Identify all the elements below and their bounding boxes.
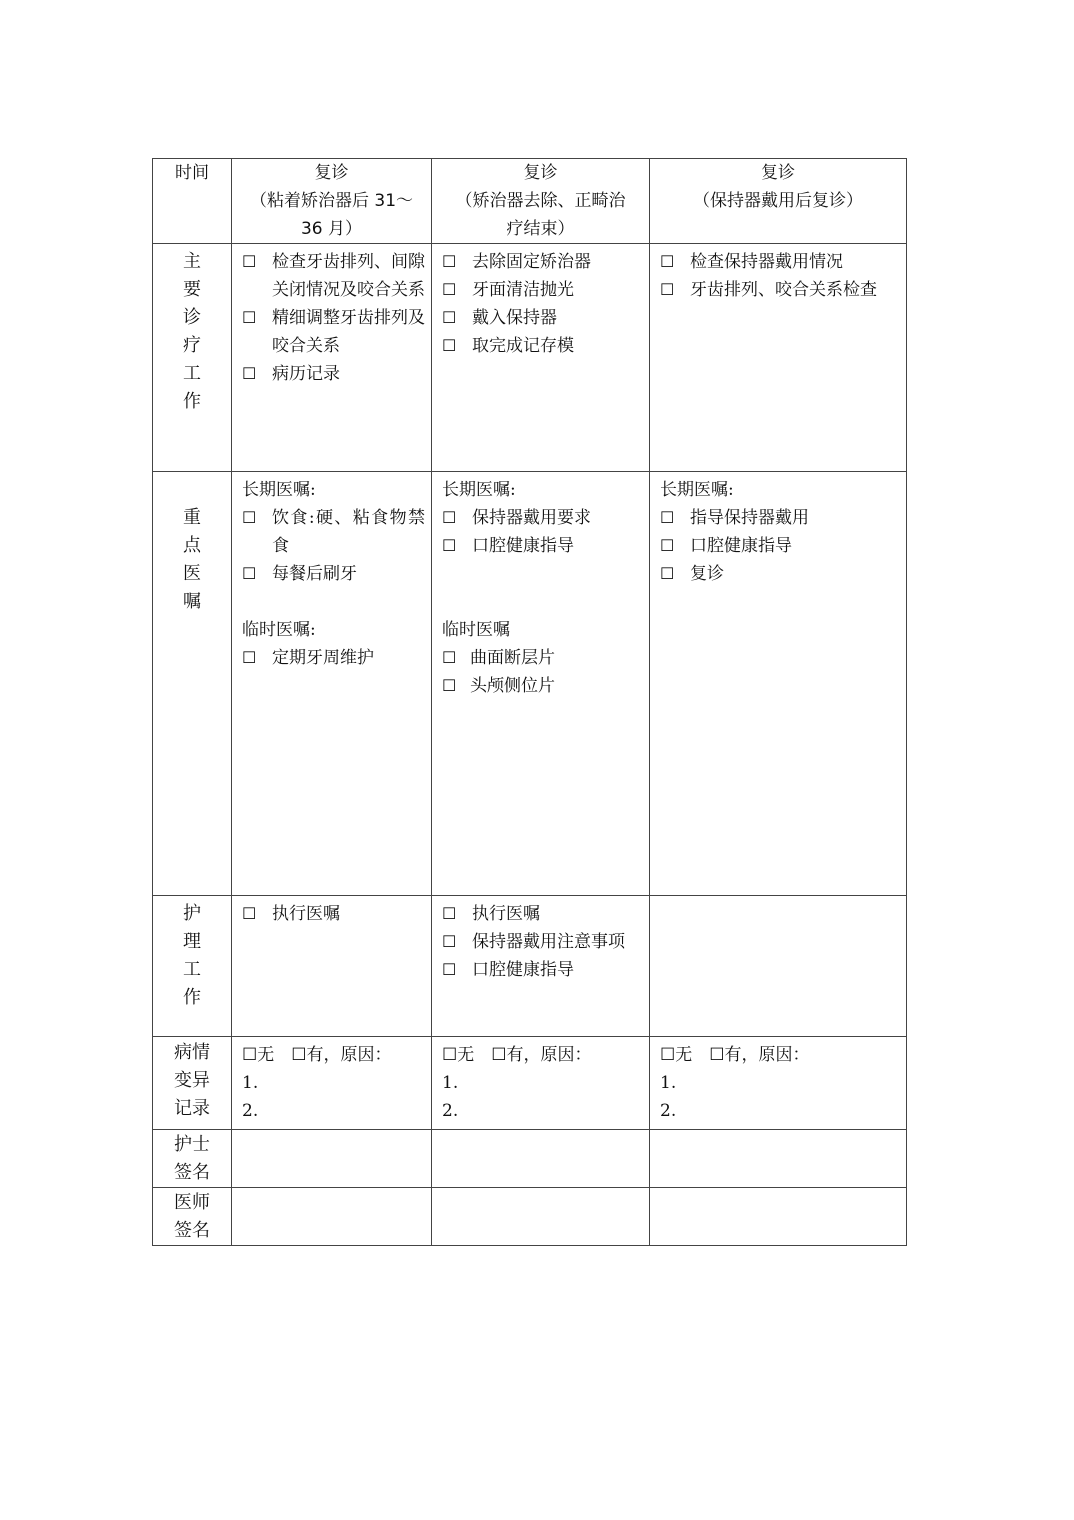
checklist-item[interactable]: ☐ 保持器戴用注意事项 bbox=[442, 928, 643, 956]
variation-col1[interactable] bbox=[232, 1037, 432, 1130]
orders-col1 bbox=[232, 472, 432, 896]
clinical-pathway-table bbox=[152, 158, 907, 1246]
checkbox-icon[interactable]: ☐ bbox=[660, 536, 675, 555]
checklist-item[interactable]: ☐ 每餐后刷牙 bbox=[242, 560, 425, 588]
nurse-signature-row bbox=[153, 1130, 907, 1188]
checkbox-icon[interactable]: ☐ bbox=[442, 280, 457, 299]
checklist-item[interactable]: ☐ 定期牙周维护 bbox=[242, 644, 425, 672]
checklist-item[interactable]: ☐ 去除固定矫治器 bbox=[442, 248, 643, 276]
checklist-item[interactable]: ☐ 饮食:硬、粘食物禁食 bbox=[242, 504, 425, 560]
nursing-row bbox=[153, 896, 907, 1037]
checkbox-icon[interactable]: ☐ bbox=[660, 508, 675, 527]
variation-reason-1[interactable]: 1. bbox=[660, 1073, 677, 1093]
checklist-item[interactable]: ☐ 指导保持器戴用 bbox=[660, 504, 900, 532]
nursing-col3 bbox=[650, 896, 907, 1037]
doctor-signature-row bbox=[153, 1188, 907, 1246]
doctor-signature-field[interactable] bbox=[432, 1188, 650, 1246]
long-term-orders-title: 长期医嘱: bbox=[442, 480, 516, 500]
variation-options[interactable]: ☐无 ☐有，原因： bbox=[442, 1045, 592, 1065]
header-col3: 复诊 （保持器戴用后复诊） bbox=[650, 159, 907, 244]
variation-col2[interactable] bbox=[432, 1037, 650, 1130]
nurse-signature-field[interactable] bbox=[232, 1130, 432, 1188]
variation-reason-2[interactable]: 2. bbox=[442, 1101, 459, 1121]
doctor-signature-field[interactable] bbox=[650, 1188, 907, 1246]
header-col2: 复诊 （矫治器去除、正畸治 疗结束） bbox=[432, 159, 650, 244]
checkbox-icon[interactable]: ☐ bbox=[442, 904, 457, 923]
checkbox-icon[interactable]: ☐ bbox=[242, 564, 257, 583]
variation-col3[interactable] bbox=[650, 1037, 907, 1130]
checklist-item[interactable]: ☐ 保持器戴用要求 bbox=[442, 504, 643, 532]
checkbox-icon[interactable]: ☐ bbox=[660, 564, 675, 583]
nurse-signature-label: 护士 签名 bbox=[153, 1130, 232, 1188]
checkbox-icon[interactable]: ☐ bbox=[442, 508, 457, 527]
checkbox-icon[interactable]: ☐ bbox=[442, 676, 457, 695]
checklist-item[interactable]: ☐ 复诊 bbox=[660, 560, 900, 588]
checkbox-icon[interactable]: ☐ bbox=[242, 648, 257, 667]
checklist-item[interactable]: ☐ 检查保持器戴用情况 bbox=[660, 248, 900, 276]
checklist-item[interactable]: ☐ 曲面断层片 bbox=[442, 644, 643, 672]
doctor-signature-field[interactable] bbox=[232, 1188, 432, 1246]
doctor-signature-label: 医师 签名 bbox=[153, 1188, 232, 1246]
nurse-signature-field[interactable] bbox=[650, 1130, 907, 1188]
orders-label: 重 点 医 嘱 bbox=[153, 472, 232, 896]
long-term-orders-title: 长期医嘱: bbox=[660, 480, 734, 500]
variation-label: 病情 变异 记录 bbox=[153, 1037, 232, 1130]
temporary-orders-title: 临时医嘱: bbox=[242, 620, 316, 640]
checkbox-icon[interactable]: ☐ bbox=[442, 336, 457, 355]
variation-reason-1[interactable]: 1. bbox=[442, 1073, 459, 1093]
checkbox-icon[interactable]: ☐ bbox=[442, 252, 457, 271]
checkbox-icon[interactable]: ☐ bbox=[442, 536, 457, 555]
temporary-orders-title: 临时医嘱 bbox=[442, 620, 510, 640]
checkbox-icon[interactable]: ☐ bbox=[242, 252, 257, 271]
checklist-item[interactable]: ☐ 戴入保持器 bbox=[442, 304, 643, 332]
checklist-item[interactable]: ☐ 口腔健康指导 bbox=[442, 532, 643, 560]
checkbox-icon[interactable]: ☐ bbox=[242, 904, 257, 923]
checklist-item[interactable]: ☐ 口腔健康指导 bbox=[442, 956, 643, 984]
checkbox-icon[interactable]: ☐ bbox=[442, 308, 457, 327]
checklist-item[interactable]: ☐ 牙齿排列、咬合关系检查 bbox=[660, 276, 900, 304]
nursing-col1 bbox=[232, 896, 432, 1037]
variation-options[interactable]: ☐无 ☐有，原因： bbox=[242, 1045, 392, 1065]
main-treatment-label: 主 要 诊 疗 工 作 bbox=[153, 244, 232, 472]
nursing-col2 bbox=[432, 896, 650, 1037]
checkbox-icon[interactable]: ☐ bbox=[242, 308, 257, 327]
checklist-item[interactable]: ☐ 牙面清洁抛光 bbox=[442, 276, 643, 304]
checkbox-icon[interactable]: ☐ bbox=[442, 648, 457, 667]
checklist-item[interactable]: ☐ 检查牙齿排列、间隙关闭情况及咬合关系 bbox=[242, 248, 425, 304]
long-term-orders-title: 长期医嘱: bbox=[242, 480, 316, 500]
orders-col2 bbox=[432, 472, 650, 896]
nurse-signature-field[interactable] bbox=[432, 1130, 650, 1188]
checkbox-icon[interactable]: ☐ bbox=[242, 508, 257, 527]
checkbox-icon[interactable]: ☐ bbox=[660, 280, 675, 299]
header-row bbox=[153, 159, 907, 244]
orders-col3 bbox=[650, 472, 907, 896]
main-treatment-col2 bbox=[432, 244, 650, 472]
checklist-item[interactable]: ☐ 执行医嘱 bbox=[442, 900, 643, 928]
variation-options[interactable]: ☐无 ☐有，原因： bbox=[660, 1045, 810, 1065]
variation-row bbox=[153, 1037, 907, 1130]
main-treatment-col1 bbox=[232, 244, 432, 472]
checkbox-icon[interactable]: ☐ bbox=[442, 960, 457, 979]
checkbox-icon[interactable]: ☐ bbox=[442, 932, 457, 951]
orders-row bbox=[153, 472, 907, 896]
checkbox-icon[interactable]: ☐ bbox=[242, 364, 257, 383]
checklist-item[interactable]: ☐ 病历记录 bbox=[242, 360, 425, 388]
variation-reason-2[interactable]: 2. bbox=[660, 1101, 677, 1121]
variation-reason-2[interactable]: 2. bbox=[242, 1101, 259, 1121]
nursing-label: 护 理 工 作 bbox=[153, 896, 232, 1037]
checklist-item[interactable]: ☐ 取完成记存模 bbox=[442, 332, 643, 360]
checklist-item[interactable]: ☐ 精细调整牙齿排列及咬合关系 bbox=[242, 304, 425, 360]
checklist-item[interactable]: ☐ 头颅侧位片 bbox=[442, 672, 643, 700]
checklist-item[interactable]: ☐ 执行医嘱 bbox=[242, 900, 425, 928]
main-treatment-row bbox=[153, 244, 907, 472]
variation-reason-1[interactable]: 1. bbox=[242, 1073, 259, 1093]
main-treatment-col3 bbox=[650, 244, 907, 472]
header-col1: 复诊 （粘着矫治器后 31～ 36 月） bbox=[232, 159, 432, 244]
checklist-item[interactable]: ☐ 口腔健康指导 bbox=[660, 532, 900, 560]
checkbox-icon[interactable]: ☐ bbox=[660, 252, 675, 271]
header-time: 时间 bbox=[153, 159, 232, 244]
